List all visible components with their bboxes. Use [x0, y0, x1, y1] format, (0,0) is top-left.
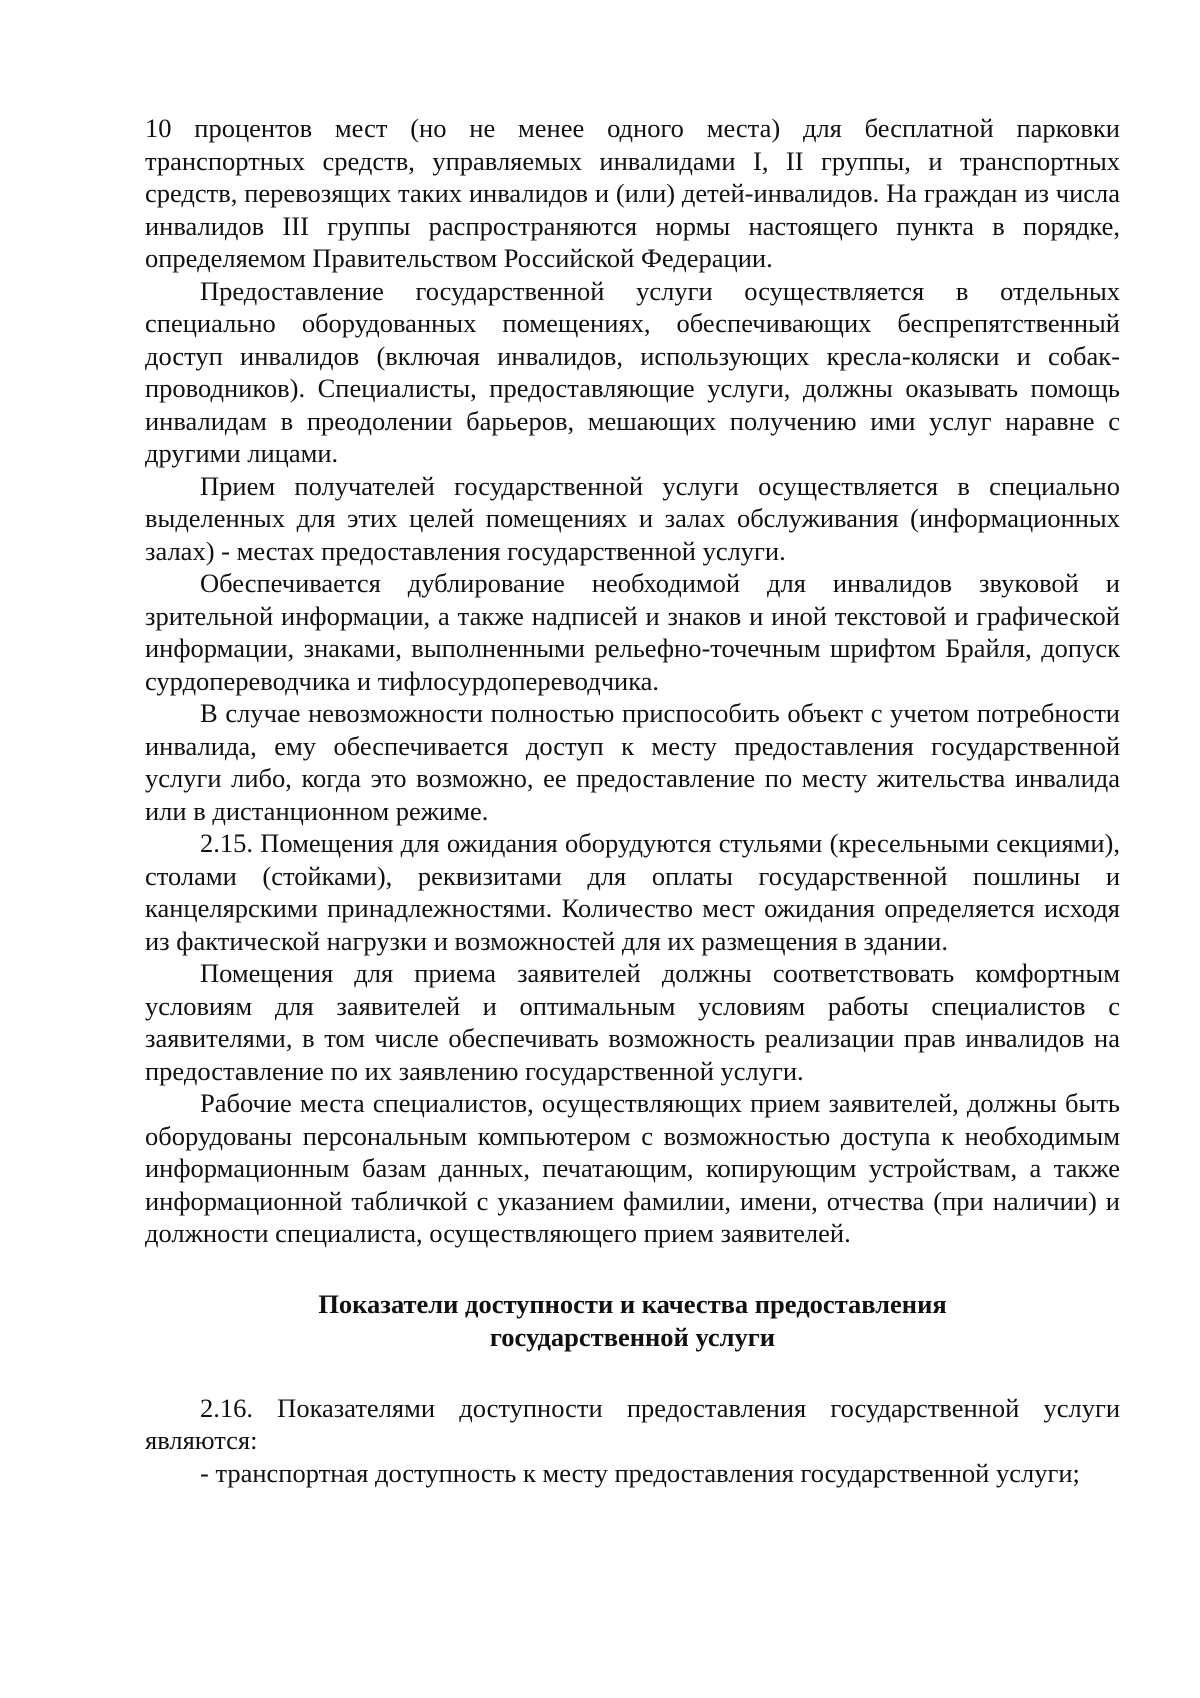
paragraph-info-duplication: Обеспечивается дублирование необходимой для инвалидов звуковой и зрительной информации, а также надписей и знаков и иной текстовой и графической информации, знаками, выполненными рельефно-точечным шрифтом Брайля, допуск сурдопереводчика и тифлосурдопереводчика.: [145, 568, 1120, 696]
paragraph-reception-halls: Прием получателей государственной услуги осуществляется в специально выделенных для этих целей помещениях и залах обслуживания (информационных залах) - местах предоставления государственной услуги.: [145, 470, 1120, 566]
section-heading: [145, 1288, 1120, 1354]
paragraph-remote-service: В случае невозможности полностью приспособить объект с учетом потребности инвалида, ему обеспечивается доступ к месту предоставления государственной услуги либо, когда это возможно, ее предоставление по месту жительства инвалида или в дистанционном режиме.: [145, 698, 1120, 826]
paragraph-waiting-rooms: 2.15. Помещения для ожидания оборудуются стульями (кресельными секциями), столами (стойками), реквизитами для оплаты государственной пошлины и канцелярскими принадлежностями. Количество мест ожидания определяется исходя из фактической нагрузки и возможностей для их размещения в здании.: [145, 828, 1120, 956]
document-page: [145, 112, 1120, 1489]
paragraph-premises-access: Предоставление государственной услуги осуществляется в отдельных специально оборудованных помещениях, обеспечивающих беспрепятственный доступ инвалидов (включая инвалидов, использующих кресла-коляски и собак-проводников). Специалисты, предоставляющие услуги, должны оказывать помощь инвалидам в преодолении барьеров, мешающих получению ими услуг наравне с другими лицами.: [145, 275, 1120, 468]
section-heading-line-1: Показатели доступности и качества предоставления: [318, 1288, 947, 1319]
paragraph-reception-rooms: Помещения для приема заявителей должны соответствовать комфортным условиям для заявителей и оптимальным условиям работы специалистов с заявителями, в том числе обеспечивать возможность реализации прав инвалидов на предоставление по их заявлению государственной услуги.: [145, 958, 1120, 1086]
section-heading-line-2: государственной услуги: [489, 1321, 776, 1352]
paragraph-parking: 10 процентов мест (но не менее одного места) для бесплатной парковки транспортных средств, управляемых инвалидами I, II группы, и транспортных средств, перевозящих таких инвалидов и (или) детей-инвалидов. На граждан из числа инвалидов III группы распространяются нормы настоящего пункта в порядке, определяемом Правительством Российской Федерации.: [145, 113, 1120, 273]
paragraph-transport-access: - транспортная доступность к месту предоставления государственной услуги;: [200, 1457, 1080, 1488]
paragraph-indicators: 2.16. Показателями доступности предоставления государственной услуги являются:: [145, 1392, 1120, 1455]
paragraph-workplaces: Рабочие места специалистов, осуществляющих прием заявителей, должны быть оборудованы персональным компьютером с возможностью доступа к необходимым информационным базам данных, печатающим, копирующим устройствам, а также информационной табличкой с указанием фамилии, имени, отчества (при наличии) и должности специалиста, осуществляющего прием заявителей.: [145, 1088, 1120, 1248]
